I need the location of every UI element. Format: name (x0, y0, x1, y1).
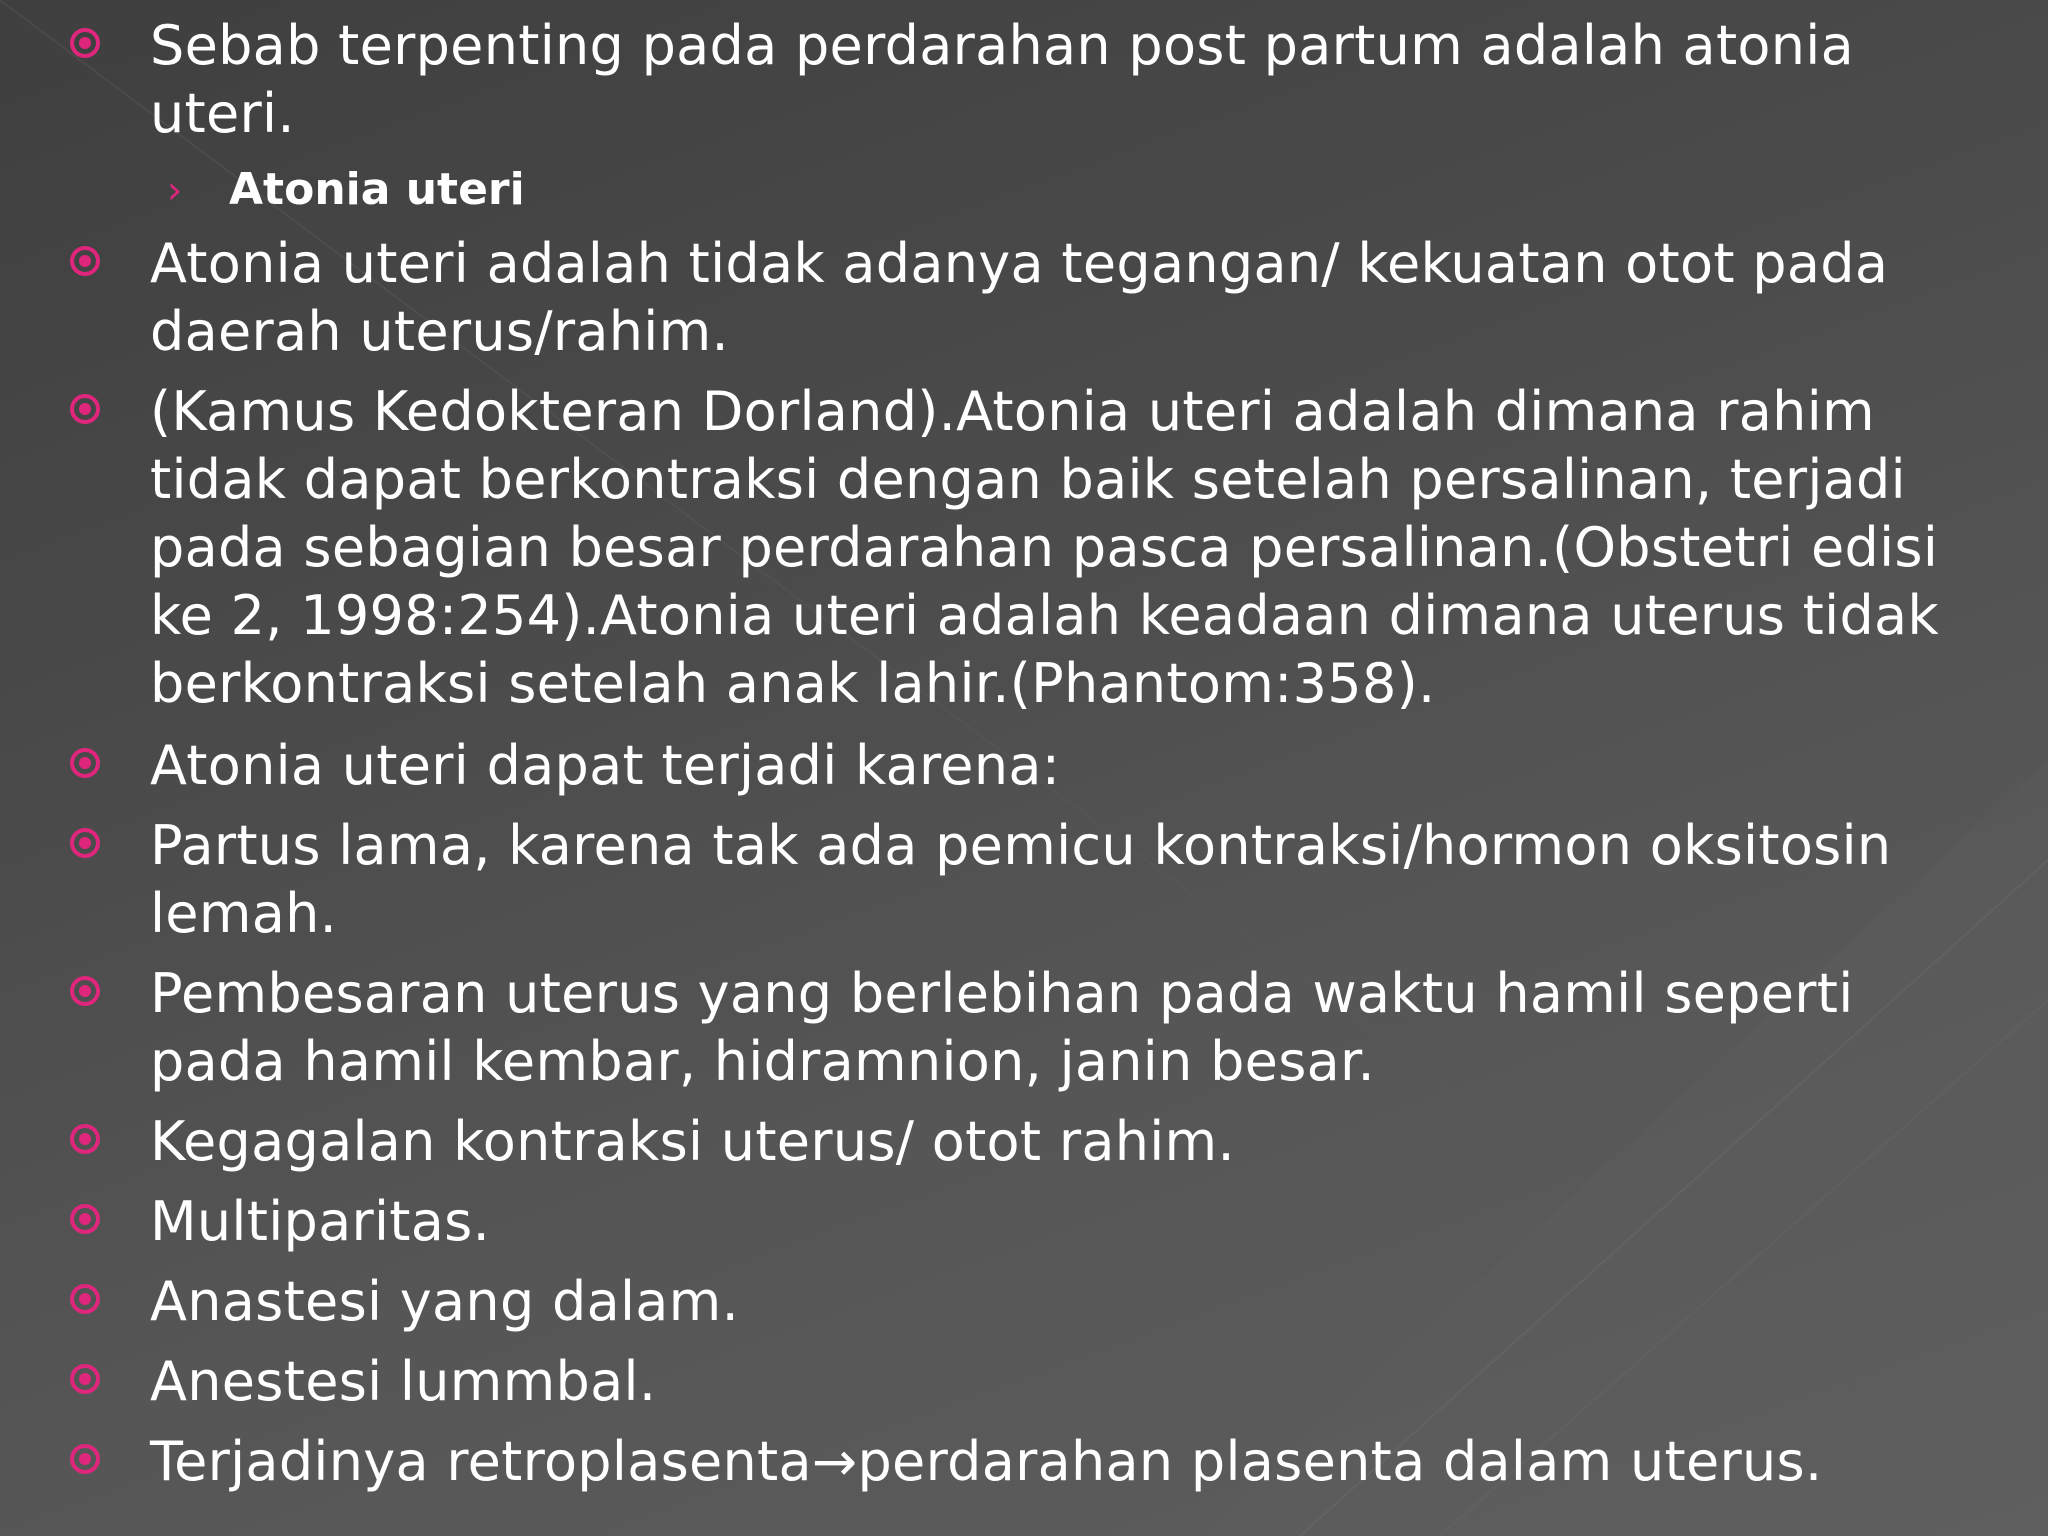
bullet-line: pada hamil kembar, hidramnion, janin besar. (150, 1030, 1376, 1093)
bullet-line: Terjadinya retroplasenta→perdarahan plasenta dalam uterus. (150, 1430, 1823, 1493)
circled-dot-icon (68, 26, 102, 60)
bullet-line: Atonia uteri adalah tidak adanya tegangan/ kekuatan otot pada (150, 232, 1889, 295)
bullet-line: Pembesaran uterus yang berlebihan pada waktu hamil seperti (150, 962, 1854, 1025)
circled-dot-icon (68, 392, 102, 426)
bullet-line: uteri. (150, 82, 295, 145)
bullet-item-9 (150, 1268, 2010, 1336)
circled-dot-icon (68, 826, 102, 860)
chevron-right-icon: › (167, 168, 183, 212)
bullet-item-11 (150, 1428, 2010, 1496)
bullet-line: Sebab terpenting pada perdarahan post partum adalah atonia (150, 14, 1854, 77)
bullet-item-4 (150, 732, 2010, 800)
bullet-line: (Kamus Kedokteran Dorland).Atonia uteri adalah dimana rahim (150, 380, 1875, 443)
bullet-line: Anestesi lummbal. (150, 1350, 657, 1413)
bullet-line: Multiparitas. (150, 1190, 491, 1253)
circled-dot-icon (68, 974, 102, 1008)
bullet-item-3 (150, 378, 2010, 718)
bullet-item-1 (150, 12, 2010, 148)
bullet-item-7 (150, 1108, 2010, 1176)
circled-dot-icon (68, 1202, 102, 1236)
circled-dot-icon (68, 1442, 102, 1476)
bullet-line: daerah uterus/rahim. (150, 300, 729, 363)
bullet-line: lemah. (150, 882, 338, 945)
bullet-item-5 (150, 812, 2010, 948)
bullet-line: Kegagalan kontraksi uterus/ otot rahim. (150, 1110, 1235, 1173)
bullet-line: pada sebagian besar perdarahan pasca persalinan.(Obstetri edisi (150, 516, 1939, 579)
bullet-item-2 (150, 230, 2010, 366)
bullet-line: ke 2, 1998:254).Atonia uteri adalah keadaan dimana uterus tidak (150, 584, 1939, 647)
bullet-line: tidak dapat berkontraksi dengan baik setelah persalinan, terjadi (150, 448, 1906, 511)
bullet-line: Anastesi yang dalam. (150, 1270, 740, 1333)
bullet-item-8 (150, 1188, 2010, 1256)
bullet-line: Partus lama, karena tak ada pemicu kontraksi/hormon oksitosin (150, 814, 1892, 877)
circled-dot-icon (68, 1362, 102, 1396)
circled-dot-icon (68, 746, 102, 780)
circled-dot-icon (68, 1282, 102, 1316)
sub-bullet-label: Atonia uteri (229, 164, 525, 215)
bullet-item-6 (150, 960, 2010, 1096)
circled-dot-icon (68, 244, 102, 278)
bullet-line: Atonia uteri dapat terjadi karena: (150, 734, 1061, 797)
bullet-line: berkontraksi setelah anak lahir.(Phantom:358). (150, 652, 1436, 715)
bullet-item-10 (150, 1348, 2010, 1416)
circled-dot-icon (68, 1122, 102, 1156)
sub-bullet-item (167, 160, 525, 220)
